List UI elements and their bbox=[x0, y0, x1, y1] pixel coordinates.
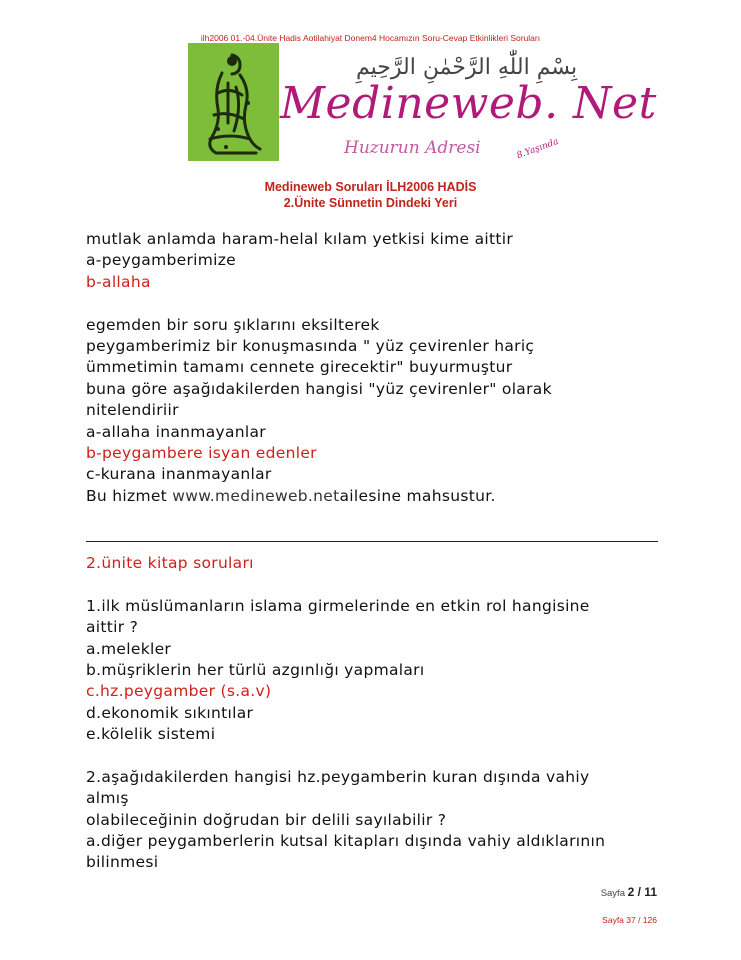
text-line: aittir ? bbox=[86, 618, 139, 637]
text-line: olabileceğinin doğrudan bir delili sayılabilir ? bbox=[86, 810, 447, 829]
text-line: buna göre aşağıdakilerden hangisi "yüz çevirenler" olarak bbox=[86, 379, 552, 398]
total-page-number: Sayfa 37 / 126 bbox=[602, 915, 657, 925]
text-line: b.müşriklerin her türlü azgınlığı yapmaları bbox=[86, 660, 425, 679]
document-top-line: ilh2006 01.-04.Ünite Hadis Aotilahiyat Donem4 Hocamızın Soru-Cevap Etkinlikleri Soruları bbox=[200, 33, 541, 43]
horizontal-divider bbox=[86, 541, 658, 542]
correct-answer-line: c.hz.peygamber (s.a.v) bbox=[86, 682, 272, 701]
correct-answer-line: b-peygambere isyan edenler bbox=[86, 443, 317, 462]
praying-figure-icon bbox=[188, 43, 279, 161]
section-1-text bbox=[86, 229, 686, 507]
document-subtitle: 2.Ünite Sünnetin Dindeki Yeri bbox=[283, 196, 458, 210]
text-line: ümmetimin tamamı cennete girecektir" buyurmuştur bbox=[86, 358, 513, 377]
section-2-text bbox=[86, 553, 686, 874]
service-footer-line bbox=[86, 486, 686, 507]
text-line: a.diğer peygamberlerin kutsal kitapları dışında vahiy aldıklarının bbox=[86, 832, 606, 851]
correct-answer-line: b-allaha bbox=[86, 272, 151, 291]
text-line: egemden bir soru şıklarını eksilterek bbox=[86, 315, 380, 334]
text-line: a-allaha inanmayanlar bbox=[86, 422, 266, 441]
bismillah-calligraphy: بِسْمِ اللّٰهِ الرَّحْمٰنِ الرَّحِيمِ bbox=[356, 55, 578, 80]
text-line: nitelendiriir bbox=[86, 401, 179, 420]
footer-prefix: Bu hizmet bbox=[86, 486, 173, 505]
document-title: Medineweb Soruları İLH2006 HADİS bbox=[264, 180, 477, 194]
text-line: d.ekonomik sıkıntılar bbox=[86, 703, 254, 722]
years-badge: 8.Yaşında bbox=[515, 136, 561, 162]
text-line: bilinmesi bbox=[86, 853, 159, 872]
site-tagline: Huzurun Adresi bbox=[344, 138, 481, 158]
footer-suffix: ailesine mahsustur. bbox=[339, 486, 496, 505]
text-line: almış bbox=[86, 789, 129, 808]
text-line: e.kölelik sistemi bbox=[86, 725, 216, 744]
text-line: peygamberimiz bir konuşmasında " yüz çevirenler hariç bbox=[86, 336, 535, 355]
text-line: mutlak anlamda haram-helal kılam yetkisi kime aittir bbox=[86, 230, 514, 248]
text-line: c-kurana inanmayanlar bbox=[86, 465, 272, 484]
page-number bbox=[601, 885, 657, 899]
page-value: 2 / 11 bbox=[627, 885, 657, 899]
blank-line bbox=[86, 746, 686, 767]
medineweb-link[interactable]: www.medineweb.net bbox=[172, 486, 340, 505]
text-line: 2.aşağıdakilerden hangisi hz.peygamberin kuran dışında vahiy bbox=[86, 767, 590, 786]
text-line: 1.ilk müslümanların islama girmelerinde en etkin rol hangisine bbox=[86, 596, 590, 615]
page-label: Sayfa bbox=[600, 888, 625, 899]
calligraphy-logo-image bbox=[188, 43, 279, 161]
site-logo-text: Medineweb. Net bbox=[280, 78, 657, 129]
blank-line bbox=[86, 293, 686, 314]
text-line: a.melekler bbox=[86, 639, 172, 658]
section-heading: 2.ünite kitap soruları bbox=[86, 554, 254, 572]
text-line: a-peygamberimize bbox=[86, 251, 237, 270]
blank-line bbox=[86, 574, 686, 595]
